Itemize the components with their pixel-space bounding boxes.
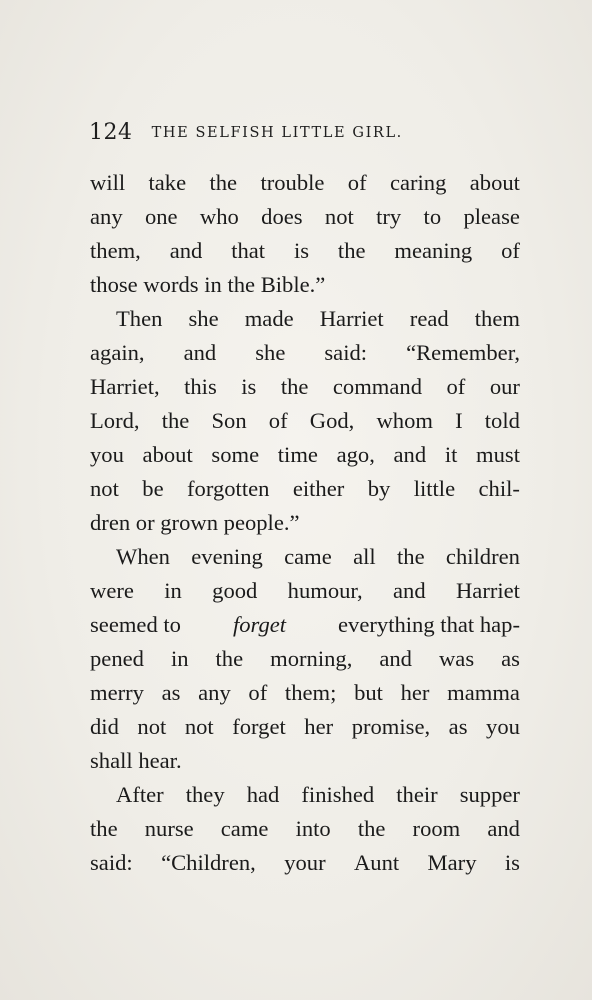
word: and bbox=[487, 816, 520, 841]
word: in bbox=[170, 646, 189, 671]
line-text bbox=[90, 812, 520, 846]
text-line bbox=[90, 676, 520, 710]
word: chil- bbox=[478, 476, 520, 501]
word: were bbox=[90, 578, 134, 603]
line-text bbox=[90, 234, 520, 268]
text-line bbox=[90, 506, 520, 540]
word: Harriet bbox=[319, 306, 384, 331]
italic-emphasis: forget bbox=[232, 612, 287, 637]
word: not bbox=[90, 476, 119, 501]
line-text bbox=[90, 642, 520, 676]
word: you bbox=[486, 714, 520, 739]
word: “Remember, bbox=[406, 340, 520, 365]
line-text bbox=[90, 846, 520, 880]
word: her bbox=[304, 714, 334, 739]
paragraph-4 bbox=[90, 778, 520, 880]
word: the bbox=[209, 170, 238, 195]
word: After bbox=[116, 782, 164, 807]
word: her bbox=[400, 680, 430, 705]
word: forgotten bbox=[187, 476, 270, 501]
word: of bbox=[446, 374, 466, 399]
paragraph-2 bbox=[90, 302, 520, 540]
line-text bbox=[116, 302, 520, 336]
page-header bbox=[89, 120, 529, 154]
word: be bbox=[142, 476, 164, 501]
word: the bbox=[161, 408, 190, 433]
text-line bbox=[90, 574, 520, 608]
word: into bbox=[295, 816, 331, 841]
word: any bbox=[90, 204, 123, 229]
text-line bbox=[90, 744, 520, 778]
line-text bbox=[90, 574, 520, 608]
word: caring bbox=[389, 170, 447, 195]
text-line bbox=[90, 370, 520, 404]
line-text: dren or grown people.” bbox=[90, 510, 300, 535]
word: of bbox=[268, 408, 288, 433]
word: said: bbox=[90, 850, 133, 875]
word: as bbox=[448, 714, 468, 739]
word: is bbox=[504, 850, 520, 875]
word: by bbox=[367, 476, 391, 501]
word: about bbox=[142, 442, 193, 467]
word: promise, bbox=[351, 714, 431, 739]
word: was bbox=[438, 646, 475, 671]
word: them bbox=[474, 306, 520, 331]
word: either bbox=[292, 476, 345, 501]
word: any bbox=[198, 680, 231, 705]
word: they bbox=[185, 782, 225, 807]
word: as bbox=[161, 680, 181, 705]
word: Son bbox=[211, 408, 247, 433]
word: she bbox=[255, 340, 286, 365]
word: all bbox=[353, 544, 376, 569]
word: finished bbox=[301, 782, 375, 807]
line-text bbox=[90, 336, 520, 370]
page-number: 124 bbox=[89, 120, 133, 145]
line-text bbox=[90, 200, 520, 234]
word: said: bbox=[324, 340, 368, 365]
word: and bbox=[183, 340, 217, 365]
line-text bbox=[90, 404, 520, 438]
line-text bbox=[90, 166, 520, 200]
word: meaning bbox=[394, 238, 473, 263]
word: God, bbox=[309, 408, 355, 433]
word: take bbox=[148, 170, 187, 195]
text-line bbox=[90, 268, 520, 302]
word: and bbox=[169, 238, 203, 263]
line-text bbox=[90, 370, 520, 404]
line-text: those words in the Bible.” bbox=[90, 272, 326, 297]
word: will bbox=[90, 170, 126, 195]
word: and bbox=[393, 442, 427, 467]
word: of bbox=[501, 238, 520, 263]
word: the bbox=[90, 816, 118, 841]
word: did bbox=[90, 714, 119, 739]
word: try bbox=[376, 204, 402, 229]
word: Then bbox=[116, 306, 163, 331]
word: your bbox=[284, 850, 326, 875]
line-text: seemed to bbox=[90, 612, 181, 637]
word: forget bbox=[232, 714, 286, 739]
word: this bbox=[184, 374, 217, 399]
word: good bbox=[212, 578, 258, 603]
text-line bbox=[90, 200, 520, 234]
running-head: THE SELFISH LITTLE GIRL. bbox=[151, 125, 403, 141]
word: humour, bbox=[287, 578, 363, 603]
word: them; bbox=[284, 680, 337, 705]
word: I bbox=[455, 408, 463, 433]
text-line bbox=[90, 438, 520, 472]
word: When bbox=[116, 544, 170, 569]
text-line bbox=[90, 710, 520, 744]
word: pened bbox=[90, 646, 144, 671]
paragraph-3 bbox=[90, 540, 520, 778]
word: merry bbox=[90, 680, 144, 705]
text-line bbox=[90, 234, 520, 268]
word: mamma bbox=[447, 680, 520, 705]
word: made bbox=[244, 306, 294, 331]
word: Aunt bbox=[353, 850, 400, 875]
word: ago, bbox=[336, 442, 375, 467]
word: “Children, bbox=[161, 850, 256, 875]
word: time bbox=[277, 442, 318, 467]
text-line bbox=[90, 812, 520, 846]
word: came bbox=[220, 816, 269, 841]
word: that bbox=[231, 238, 266, 263]
text-line bbox=[90, 608, 520, 642]
word: again, bbox=[90, 340, 145, 365]
word: about bbox=[469, 170, 520, 195]
line-text bbox=[116, 540, 520, 574]
word: but bbox=[354, 680, 383, 705]
word: not bbox=[184, 714, 214, 739]
text-line bbox=[90, 540, 520, 574]
text-line bbox=[90, 778, 520, 812]
word: and bbox=[393, 578, 426, 603]
line-text bbox=[90, 710, 520, 744]
word: some bbox=[211, 442, 260, 467]
line-text: everything that hap- bbox=[338, 612, 520, 637]
word: as bbox=[501, 646, 520, 671]
word: the bbox=[357, 816, 386, 841]
word: had bbox=[246, 782, 280, 807]
word: little bbox=[413, 476, 456, 501]
word: came bbox=[284, 544, 332, 569]
word: and bbox=[379, 646, 412, 671]
word: in bbox=[164, 578, 182, 603]
word: told bbox=[484, 408, 520, 433]
word: evening bbox=[191, 544, 263, 569]
word: Harriet bbox=[455, 578, 520, 603]
word: Lord, bbox=[90, 408, 140, 433]
word: whom bbox=[376, 408, 433, 433]
word: morning, bbox=[270, 646, 353, 671]
word: one bbox=[144, 204, 178, 229]
word: the bbox=[280, 374, 309, 399]
word: to bbox=[423, 204, 442, 229]
word: the bbox=[337, 238, 366, 263]
word: command bbox=[332, 374, 423, 399]
line-text bbox=[90, 676, 520, 710]
word: trouble bbox=[260, 170, 325, 195]
text-line bbox=[90, 336, 520, 370]
line-text bbox=[90, 472, 520, 506]
word: children bbox=[445, 544, 520, 569]
word: does bbox=[261, 204, 303, 229]
word: of bbox=[248, 680, 268, 705]
word: them, bbox=[90, 238, 141, 263]
word: please bbox=[463, 204, 520, 229]
word: room bbox=[412, 816, 461, 841]
word: who bbox=[199, 204, 239, 229]
text-line bbox=[90, 846, 520, 880]
word: their bbox=[396, 782, 438, 807]
body-text bbox=[90, 166, 520, 880]
word: is bbox=[293, 238, 310, 263]
word: supper bbox=[459, 782, 520, 807]
word: read bbox=[409, 306, 449, 331]
line-text bbox=[90, 438, 520, 472]
line-text bbox=[116, 778, 520, 812]
word: of bbox=[347, 170, 367, 195]
text-line bbox=[90, 404, 520, 438]
word: our bbox=[489, 374, 520, 399]
word: the bbox=[215, 646, 244, 671]
line-text: shall hear. bbox=[90, 748, 182, 773]
word: not bbox=[137, 714, 167, 739]
word: is bbox=[241, 374, 257, 399]
paragraph-1 bbox=[90, 166, 520, 302]
word: not bbox=[324, 204, 354, 229]
text-line bbox=[90, 642, 520, 676]
word: nurse bbox=[144, 816, 194, 841]
text-line bbox=[90, 472, 520, 506]
word: it bbox=[444, 442, 458, 467]
word: she bbox=[188, 306, 219, 331]
word: Harriet, bbox=[90, 374, 160, 399]
word: Mary bbox=[427, 850, 477, 875]
text-line bbox=[90, 166, 520, 200]
word: must bbox=[476, 442, 520, 467]
word: the bbox=[397, 544, 425, 569]
text-line bbox=[90, 302, 520, 336]
word: you bbox=[90, 442, 124, 467]
